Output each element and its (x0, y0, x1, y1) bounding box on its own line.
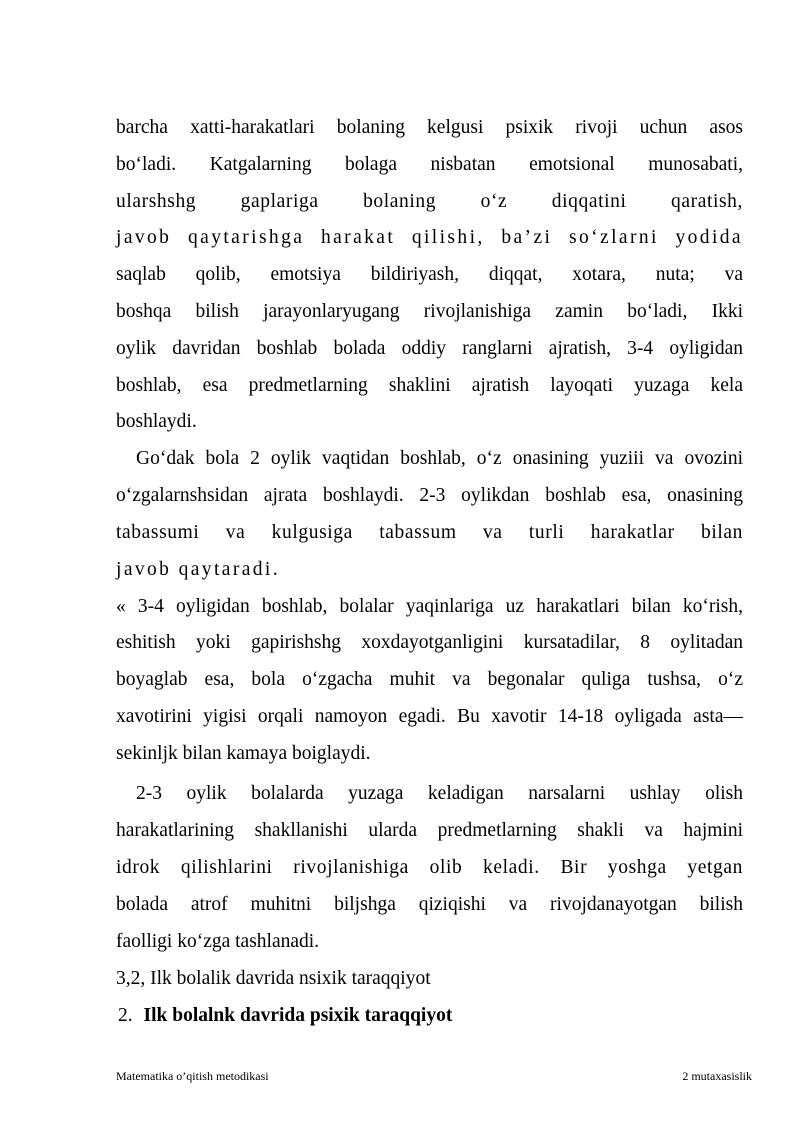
heading-number: 2. (118, 1005, 133, 1026)
text-line: o‘zgalarnshsidan ajrata boshlaydi. 2-3 oylikdan boshlab esa, onasining (116, 485, 743, 506)
text-line: bolada atrof muhitni biljshga qiziqishi va rivojdanayotgan bilish (116, 894, 743, 915)
text-line: eshitish yoki gapirishshg xoxdayotganligini kursatadilar, 8 oylitadan (116, 632, 743, 653)
text-line: boshlab, esa predmetlarning shaklini ajratish layoqati yuzaga kela (116, 375, 743, 396)
text-line: oylik davridan boshlab bolada oddiy ranglarni ajratish, 3-4 oyligidan (116, 338, 743, 359)
text-line: tabassumi va kulgusiga tabassum va turli harakatlar bilan (116, 522, 743, 543)
heading-text: Ilk bolalnk davrida psixik taraqqiyot (143, 1005, 453, 1026)
footer-left: Matematika o’qitish metodikasi (116, 1069, 269, 1083)
paragraph-start-line: 2-3 oylik bolalarda yuzaga keladigan narsalarni ushlay olish (136, 783, 743, 804)
text-line: barcha xatti-harakatlari bolaning kelgusi psixik rivoji uchun asos (116, 117, 743, 138)
text-line: boshqa bilish jarayonlaryugang rivojlanishiga zamin bo‘ladi, Ikki (116, 301, 743, 322)
text-line: sekinljk bilan kamaya boiglaydi. (116, 743, 371, 764)
text-line: harakatlarining shakllanishi ularda predmetlarning shakli va hajmini (116, 820, 743, 841)
text-line: javob qaytarishga harakat qilishi, ba’zi so‘zlarni yodida (116, 227, 743, 248)
text-line: faolligi ko‘zga tashlanadi. (116, 931, 320, 952)
text-line: bo‘ladi. Katgalarning bolaga nisbatan emotsional munosabati, (116, 154, 743, 175)
text-line: idrok qilishlarini rivojlanishiga olib keladi. Bir yoshga yetgan (116, 857, 743, 878)
text-line: « 3-4 oyligidan boshlab, bolalar yaqinlariga uz harakatlari bilan ko‘rish, (116, 596, 743, 617)
text-line: javob qaytaradi. (116, 559, 281, 580)
text-line: boshlaydi. (116, 411, 197, 432)
text-line: saqlab qolib, emotsiya bildiriyash, diqqat, xotara, nuta; va (116, 264, 743, 285)
paragraph-start-line: Go‘dak bola 2 oylik vaqtidan boshlab, o‘z onasining yuziii va ovozini (136, 448, 743, 469)
footer-right: 2 mutaxasislik (682, 1069, 752, 1083)
text-line: ularshshg gaplariga bolaning o‘z diqqatini qaratish, (116, 191, 743, 212)
text-line: xavotirini yigisi orqali namoyon egadi. Bu xavotir 14-18 oyligada asta— (116, 706, 743, 727)
text-line: 3,2, Ilk bolalik davrida nsixik taraqqiyot (116, 968, 431, 989)
text-line: boyaglab esa, bola o‘zgacha muhit va begonalar quliga tushsa, o‘z (116, 669, 743, 690)
section-heading (118, 1004, 452, 1028)
